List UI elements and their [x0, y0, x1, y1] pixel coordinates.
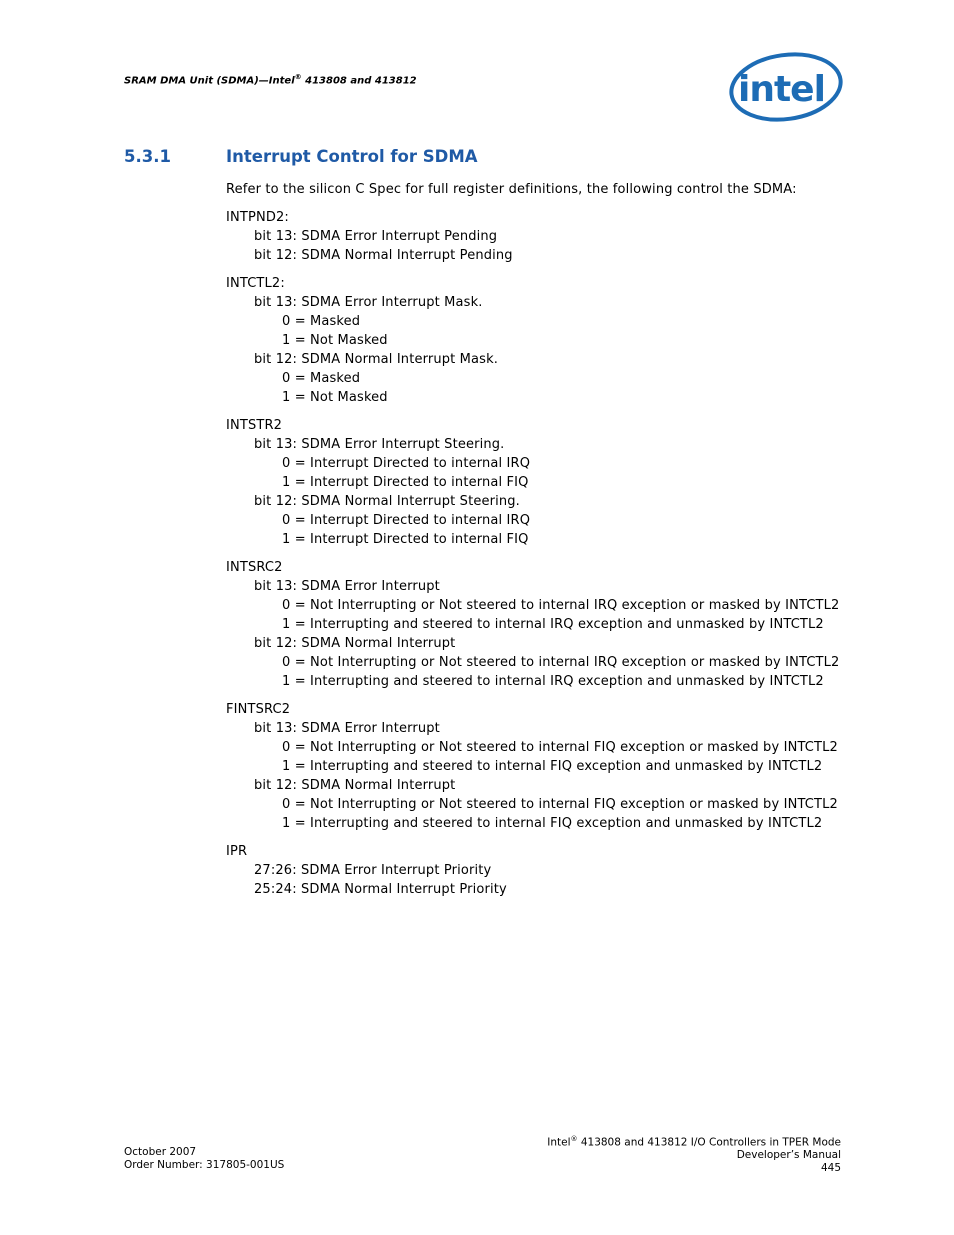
register-name: INTSTR2: [226, 418, 283, 433]
svg-text:intel: intel: [738, 69, 825, 110]
running-header: [124, 73, 417, 86]
bit-value: 0 = Masked: [282, 371, 361, 386]
register-name: FINTSRC2: [226, 702, 291, 717]
bit-value: 0 = Not Interrupting or Not steered to internal IRQ exception or masked by INTCTL2: [282, 598, 840, 613]
bit-value: 0 = Not Interrupting or Not steered to internal FIQ exception or masked by INTCTL2: [282, 740, 838, 755]
bit-value: 1 = Interrupting and steered to internal FIQ exception and unmasked by INTCTL2: [282, 759, 823, 774]
bit-value: 0 = Not Interrupting or Not steered to internal FIQ exception or masked by INTCTL2: [282, 797, 838, 812]
register-name: INTSRC2: [226, 560, 283, 575]
field-description: 27:26: SDMA Error Interrupt Priority: [254, 863, 492, 878]
bit-value: 0 = Interrupt Directed to internal IRQ: [282, 456, 531, 471]
bit-value: 1 = Interrupt Directed to internal FIQ: [282, 532, 529, 547]
footer-doc-subtitle: Developer’s Manual: [736, 1149, 841, 1161]
field-description: 25:24: SDMA Normal Interrupt Priority: [254, 882, 507, 897]
bit-description: bit 13: SDMA Error Interrupt Steering.: [254, 437, 505, 452]
bit-description: bit 12: SDMA Normal Interrupt Mask.: [254, 352, 499, 367]
intro-paragraph: Refer to the silicon C Spec for full register definitions, the following control the SDMA:: [226, 182, 797, 197]
footer-left: [124, 1146, 284, 1171]
section-body: [226, 180, 846, 908]
section-heading: [124, 147, 478, 166]
bit-description: bit 13: SDMA Error Interrupt Mask.: [254, 295, 483, 310]
bit-value: 1 = Not Masked: [282, 333, 388, 348]
bit-description: bit 13: SDMA Error Interrupt Pending: [254, 229, 498, 244]
bit-value: 0 = Not Interrupting or Not steered to internal IRQ exception or masked by INTCTL2: [282, 655, 840, 670]
bit-value: 1 = Interrupting and steered to internal IRQ exception and unmasked by INTCTL2: [282, 674, 824, 689]
register-intsrc2: [226, 558, 846, 691]
bit-value: 1 = Interrupting and steered to internal IRQ exception and unmasked by INTCTL2: [282, 617, 824, 632]
footer-right: [547, 1133, 841, 1174]
register-name: INTCTL2:: [226, 276, 285, 291]
footer-date: October 2007: [124, 1146, 197, 1158]
register-name: INTPND2:: [226, 210, 289, 225]
register-intctl2: [226, 274, 846, 407]
footer-doc-title: Intel® 413808 and 413812 I/O Controllers in TPER Mode: [547, 1135, 841, 1149]
intel-logo: [724, 49, 844, 129]
section-number: 5.3.1: [124, 147, 171, 166]
bit-description: bit 13: SDMA Error Interrupt: [254, 579, 440, 594]
bit-value: 0 = Masked: [282, 314, 361, 329]
running-header-models: 413808 and 413812: [301, 75, 417, 87]
bit-description: bit 12: SDMA Normal Interrupt: [254, 636, 456, 651]
bit-description: bit 13: SDMA Error Interrupt: [254, 721, 440, 736]
register-name: IPR: [226, 844, 248, 859]
footer-page-number: 445: [820, 1161, 841, 1174]
bit-description: bit 12: SDMA Normal Interrupt Steering.: [254, 494, 520, 509]
bit-value: 1 = Interrupt Directed to internal FIQ: [282, 475, 529, 490]
bit-description: bit 12: SDMA Normal Interrupt: [254, 778, 456, 793]
registered-mark: ®: [294, 73, 302, 81]
bit-value: 1 = Interrupting and steered to internal FIQ exception and unmasked by INTCTL2: [282, 816, 823, 831]
section-title: Interrupt Control for SDMA: [226, 147, 478, 166]
register-ipr: [226, 842, 846, 899]
register-intpnd2: [226, 208, 846, 265]
footer-order-number: Order Number: 317805-001US: [124, 1158, 285, 1171]
register-fintsrc2: [226, 700, 846, 833]
registered-mark: ®: [570, 1135, 578, 1143]
bit-description: bit 12: SDMA Normal Interrupt Pending: [254, 248, 513, 263]
bit-value: 0 = Interrupt Directed to internal IRQ: [282, 513, 531, 528]
running-header-text: SRAM DMA Unit (SDMA)—Intel: [124, 75, 295, 87]
bit-value: 1 = Not Masked: [282, 390, 388, 405]
register-intstr2: [226, 416, 846, 549]
